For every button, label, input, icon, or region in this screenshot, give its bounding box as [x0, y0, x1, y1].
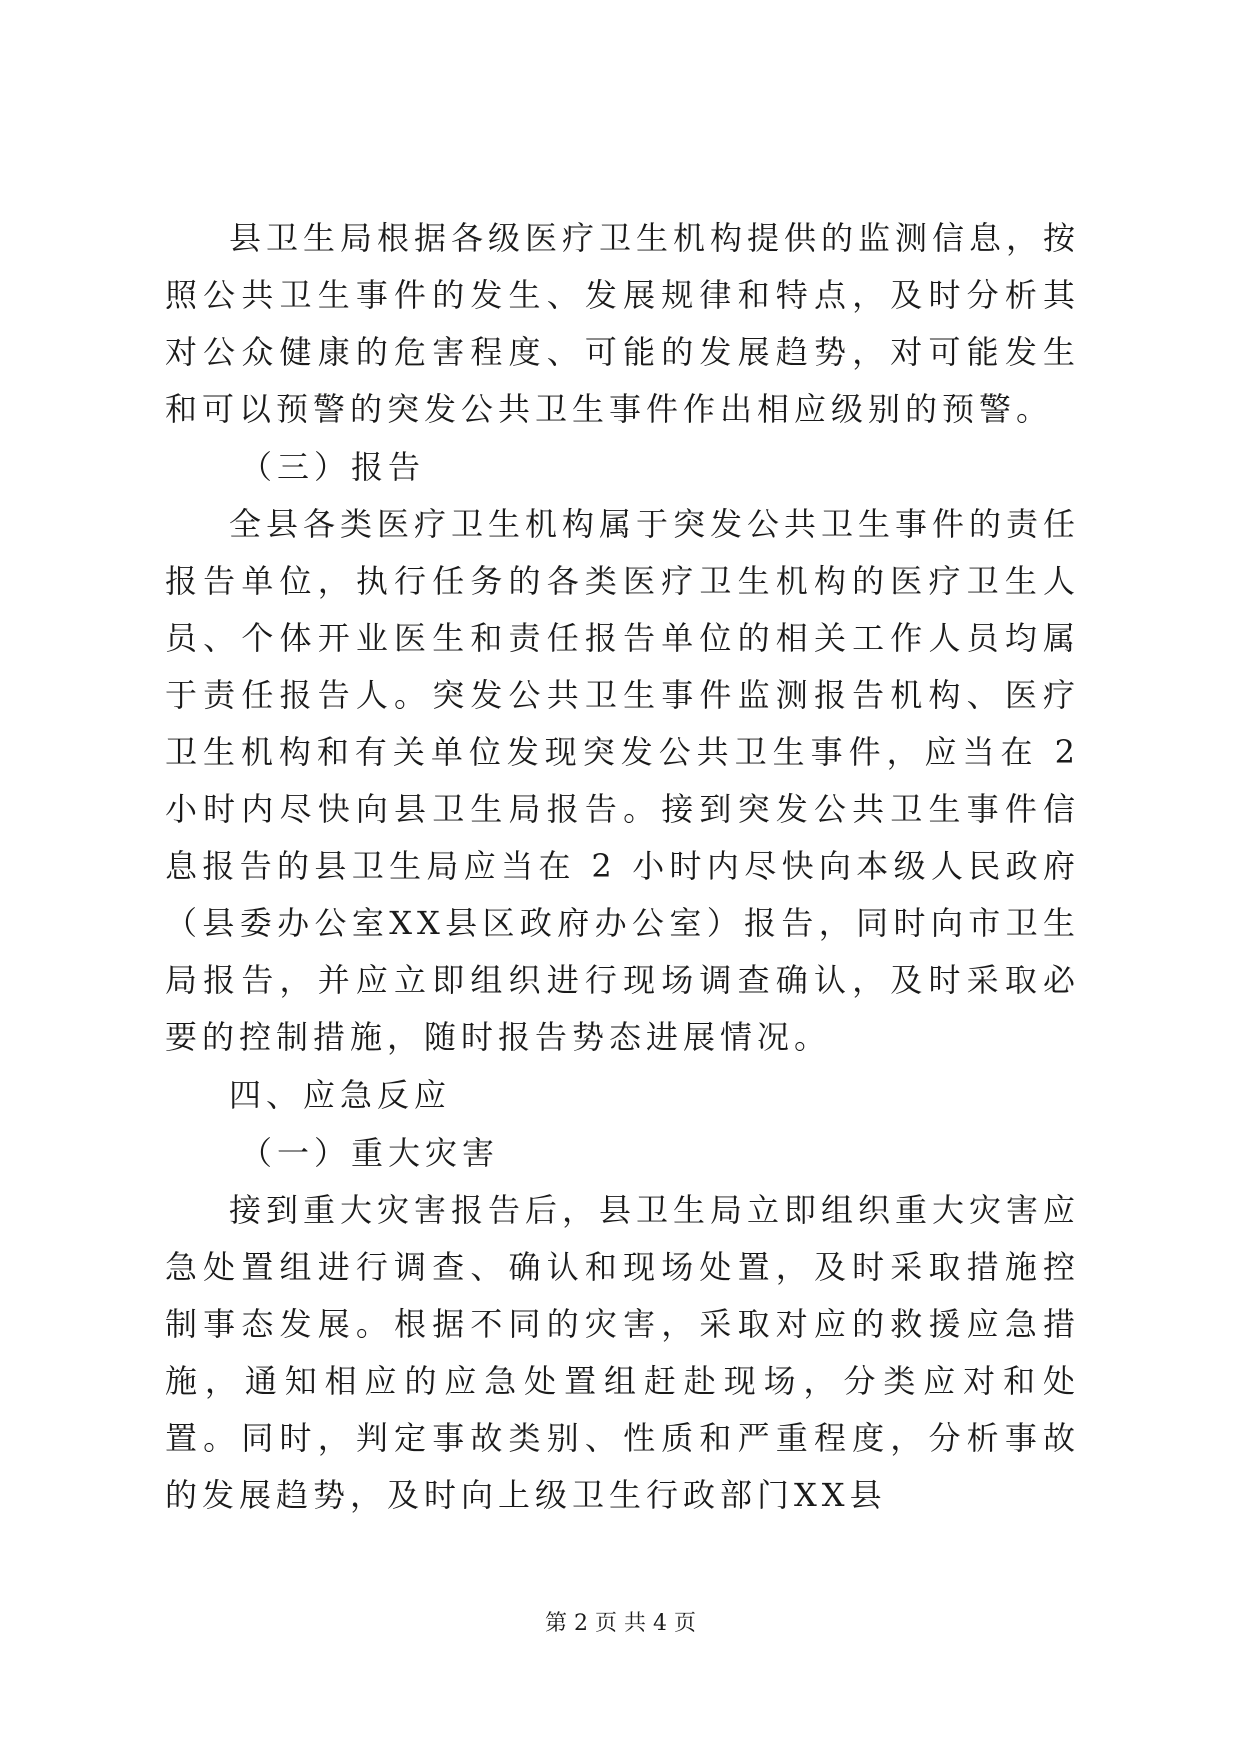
paragraph-major-disaster: 接到重大灾害报告后，县卫生局立即组织重大灾害应急处置组进行调查、确认和现场处置，及时采取措施控制事态发展。根据不同的灾害，采取对应的救援应急措施，通知相应的应急处置组赶赴现场，分类应对和处置。同时，判定事故类别、性质和严重程度，分析事故的发展趋势，及时向上级卫生行政部门XX县 [165, 1191, 1081, 1514]
heading-report: （三）报告 [240, 448, 426, 486]
heading-major-disaster: （一）重大灾害 [240, 1134, 500, 1172]
paragraph-report: 全县各类医疗卫生机构属于突发公共卫生事件的责任报告单位，执行任务的各类医疗卫生机构的医疗卫生人员、个体开业医生和责任报告单位的相关工作人员均属于责任报告人。突发公共卫生事件监测报告机构、医疗卫生机构和有关单位发现突发公共卫生事件，应当在 2 小时内尽快向县卫生局报告。接到突发公共卫生事件信息报告的县卫生局应当在 2 小时内尽快向本级人民政府（县委办公室XX县区政府办公室）报告，同时向市卫生局报告，并应立即组织进行现场调查确认，及时采取必要的控制措施，随时报告势态进展情况。 [165, 505, 1081, 1056]
heading-emergency-response: 四、应急反应 [229, 1076, 452, 1114]
document-body [165, 210, 1080, 1524]
page-number-footer: 第 2 页 共 4 页 [545, 1611, 696, 1636]
paragraph-monitoring-warning: 县卫生局根据各级医疗卫生机构提供的监测信息，按照公共卫生事件的发生、发展规律和特点，及时分析其对公众健康的危害程度、可能的发展趋势，对可能发生和可以预警的突发公共卫生事件作出相应级别的预警。 [165, 219, 1081, 428]
